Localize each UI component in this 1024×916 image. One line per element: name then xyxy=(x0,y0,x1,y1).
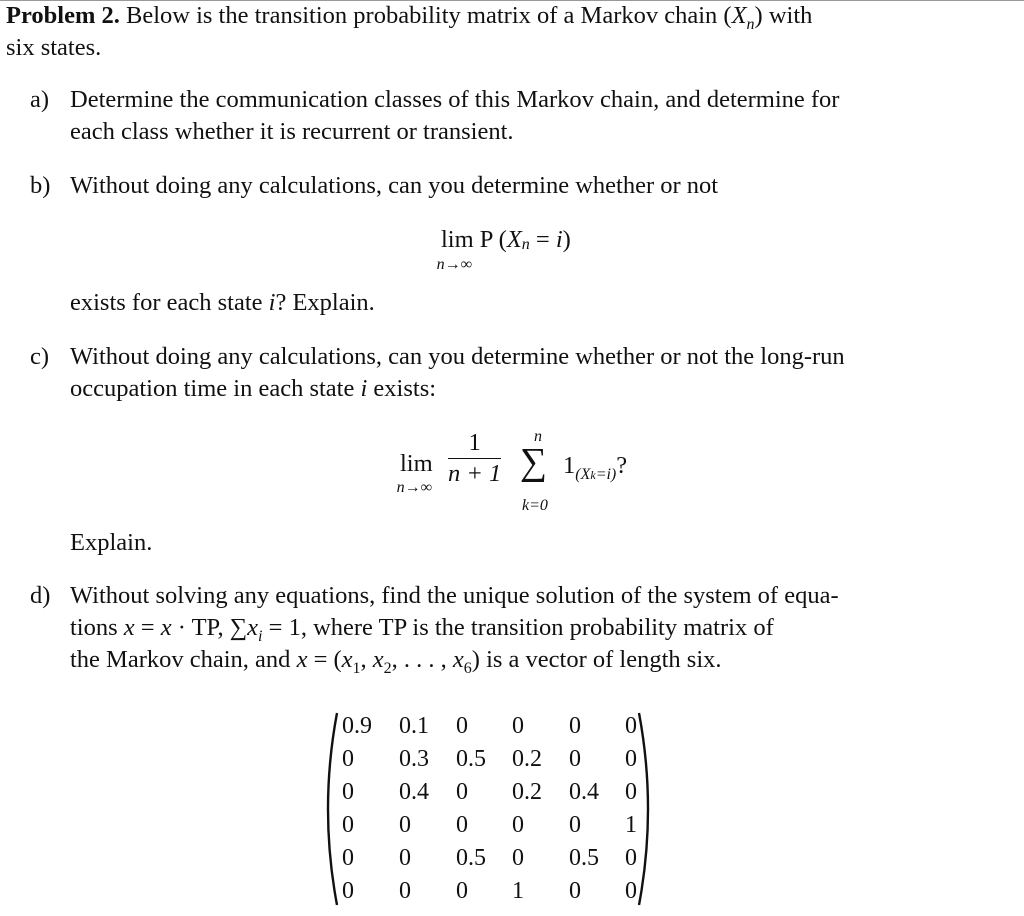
matrix-left-bracket xyxy=(316,710,340,908)
part-c-line2-post: exists: xyxy=(367,375,437,402)
matrix-cell: 0 xyxy=(625,878,637,904)
lim-subscript-c: n→∞ xyxy=(396,479,433,496)
part-a-marker: a) xyxy=(30,86,50,113)
lim-subscript: n→∞ xyxy=(436,256,473,273)
part-b-marker: b) xyxy=(30,172,51,199)
prob-open: P ( xyxy=(479,226,507,253)
sum-symbol: ∑ xyxy=(520,441,548,483)
matrix-cell: 0 xyxy=(399,878,411,904)
matrix-cell: 0.2 xyxy=(512,746,542,772)
part-c-line2 xyxy=(70,373,436,405)
matrix-cell: 0 xyxy=(399,845,411,871)
part-c-line1: Without doing any calculations, can you determine whether or not the long-run xyxy=(70,343,845,370)
d3-pre: the Markov chain, and xyxy=(70,646,297,673)
matrix-cell: 1 xyxy=(512,878,524,904)
part-d-line1: Without solving any equations, find the unique solution of the system of equa- xyxy=(70,582,839,609)
d2-post: = 1, where TP is the transition probability matrix of xyxy=(262,614,774,641)
lim-text: lim xyxy=(441,226,474,253)
d3-x6-sub: 6 xyxy=(463,659,472,677)
matrix-cell: 0 xyxy=(399,812,411,838)
intro-text-pre: Below is the transition probability matrix of a Markov chain ( xyxy=(126,2,732,29)
matrix-cell: 0 xyxy=(456,713,468,739)
part-b-after-pre: exists for each state xyxy=(70,289,269,316)
matrix-row xyxy=(342,743,645,776)
part-c-line2-pre: occupation time in each state xyxy=(70,375,361,402)
formula-eq: = xyxy=(529,226,556,253)
matrix-cell: 0 xyxy=(625,845,637,871)
part-c-line2-i: i xyxy=(360,375,368,402)
fraction xyxy=(448,428,501,489)
formula-close: ) xyxy=(562,226,571,253)
indicator-subsub: k xyxy=(590,468,596,482)
d3-x6: x xyxy=(452,646,464,673)
matrix-cell: 0 xyxy=(456,812,468,838)
part-b-after xyxy=(70,287,375,319)
problem-label: Problem 2. xyxy=(6,2,120,29)
d2-eq: = xyxy=(134,614,161,641)
d2-x1: x xyxy=(123,614,135,641)
matrix-cell: 0 xyxy=(456,878,468,904)
d3-post: ) is a vector of length six. xyxy=(471,646,722,673)
matrix-cell: 0.5 xyxy=(569,845,599,871)
matrix-cell: 0.3 xyxy=(399,746,429,772)
d3-x2-sub: 2 xyxy=(383,659,392,677)
matrix-cell: 0.4 xyxy=(569,779,599,805)
intro-text-post: ) with xyxy=(754,2,813,29)
d2-xi-sub: i xyxy=(258,627,263,645)
matrix-row xyxy=(342,710,645,743)
d3-eq: = ( xyxy=(307,646,342,673)
indicator-sub: (X xyxy=(575,466,591,483)
sum-upper-limit: n xyxy=(534,428,542,445)
part-a-line1: Determine the communication classes of this Markov chain, and determine for xyxy=(70,86,840,113)
part-b-after-post: ? Explain. xyxy=(275,289,375,316)
indicator-sub-end: =i) xyxy=(595,466,617,483)
lim-text-c: lim xyxy=(400,450,433,477)
matrix-row xyxy=(342,809,645,842)
part-c-marker: c) xyxy=(30,343,50,370)
matrix-cell: 0 xyxy=(569,746,581,772)
matrix-cell: 0 xyxy=(569,812,581,838)
part-d-line2 xyxy=(70,612,774,644)
matrix-cell: 0 xyxy=(342,878,354,904)
matrix-cell: 0 xyxy=(342,812,354,838)
indicator xyxy=(563,450,627,485)
matrix-cell: 0.1 xyxy=(399,713,429,739)
d2-xi: x xyxy=(247,614,259,641)
matrix-cell: 0 xyxy=(512,713,524,739)
d3-x: x xyxy=(296,646,308,673)
matrix-cell: 0 xyxy=(625,779,637,805)
matrix-cell: 0 xyxy=(512,845,524,871)
part-c-fraction xyxy=(448,428,501,489)
part-c-after: Explain. xyxy=(70,529,153,556)
part-b-formula xyxy=(436,224,571,274)
problem-intro-line1 xyxy=(6,0,812,32)
part-d-line3 xyxy=(70,644,722,676)
intro-var: X xyxy=(731,2,747,29)
fraction-denominator: n + 1 xyxy=(448,460,502,487)
matrix-cell: 0.5 xyxy=(456,845,486,871)
d2-pre: tions xyxy=(70,614,124,641)
d2-x2: x xyxy=(160,614,172,641)
fraction-numerator: 1 xyxy=(448,428,501,459)
d3-x2: x xyxy=(372,646,384,673)
matrix-cell: 0 xyxy=(625,713,637,739)
formula-i: i xyxy=(555,226,563,253)
matrix-cell: 0 xyxy=(625,746,637,772)
matrix-cell: 0 xyxy=(342,845,354,871)
matrix-cell: 0 xyxy=(569,713,581,739)
matrix-cell: 0 xyxy=(342,779,354,805)
d3-comma: , xyxy=(360,646,373,673)
matrix-table xyxy=(342,710,645,908)
transition-matrix xyxy=(342,710,645,908)
matrix-cell: 0 xyxy=(512,812,524,838)
question-mark: ? xyxy=(616,452,628,479)
part-a-line2: each class whether it is recurrent or transient. xyxy=(70,118,514,145)
limit-operator xyxy=(436,224,474,274)
matrix-row xyxy=(342,875,645,908)
matrix-cell: 0 xyxy=(569,878,581,904)
matrix-cell: 0.9 xyxy=(342,713,372,739)
d3-x1: x xyxy=(341,646,353,673)
indicator-one: 1 xyxy=(563,452,576,479)
d3-dots: , . . . , xyxy=(391,646,453,673)
matrix-cell: 0.5 xyxy=(456,746,486,772)
d3-x1-sub: 1 xyxy=(352,659,361,677)
matrix-row xyxy=(342,842,645,875)
d2-sum: ∑ xyxy=(229,614,248,641)
part-d-marker: d) xyxy=(30,582,51,609)
d2-dot: · TP, xyxy=(171,614,230,641)
problem-intro-line2: six states. xyxy=(6,34,102,61)
formula-var-sub: n xyxy=(521,236,530,253)
matrix-cell: 0.4 xyxy=(399,779,429,805)
part-c-lim xyxy=(396,448,433,496)
intro-var-sub: n xyxy=(746,15,755,33)
matrix-row xyxy=(342,776,645,809)
matrix-cell: 0 xyxy=(342,746,354,772)
sum-lower-limit: k=0 xyxy=(522,497,548,514)
formula-var: X xyxy=(506,226,522,253)
part-b-line1: Without doing any calculations, can you determine whether or not xyxy=(70,172,719,199)
matrix-cell: 0.2 xyxy=(512,779,542,805)
matrix-cell: 0 xyxy=(456,779,468,805)
part-b-after-i: i xyxy=(268,289,276,316)
matrix-cell: 1 xyxy=(625,812,637,838)
